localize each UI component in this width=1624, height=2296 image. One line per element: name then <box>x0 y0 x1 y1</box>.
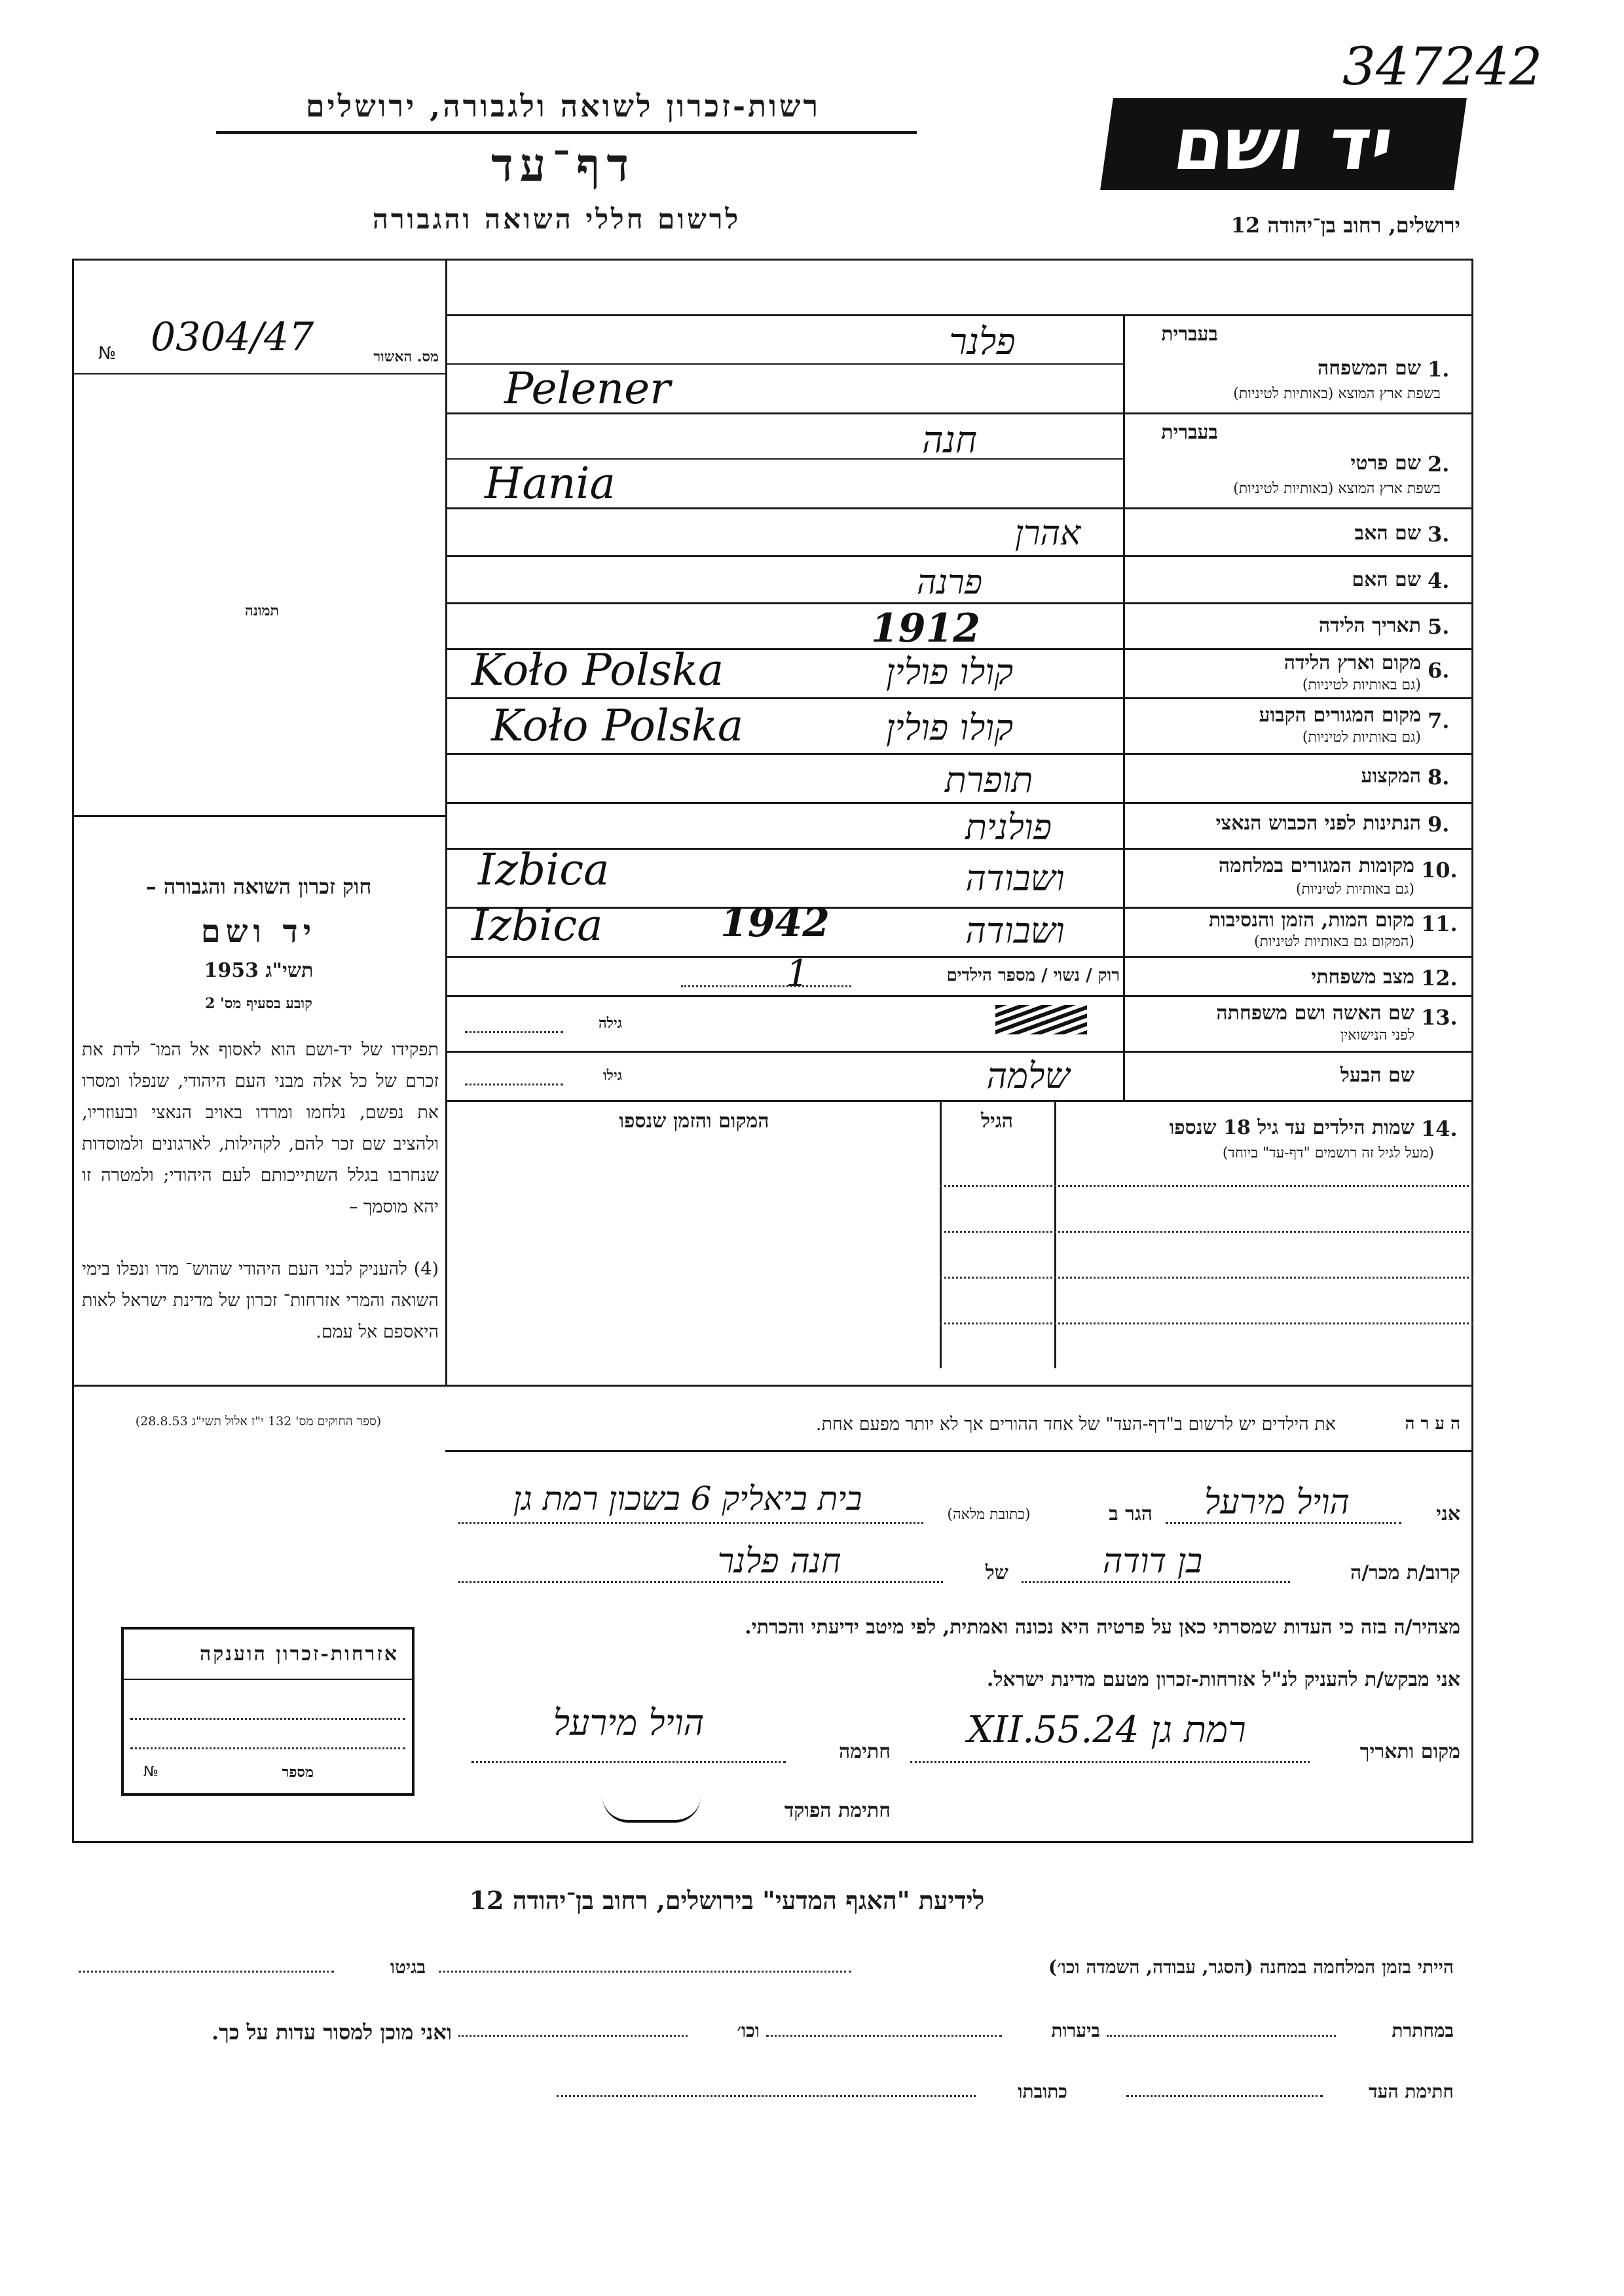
f4-label: שם האם <box>1352 568 1421 591</box>
row-line-3 <box>445 555 1473 557</box>
f1-value-latin: Pelener <box>504 363 671 414</box>
f13-age-label: גילה <box>599 1015 622 1032</box>
f2-number: 2. <box>1428 452 1450 477</box>
certificate-no-label: № <box>143 1764 158 1780</box>
f13-age-line <box>465 1031 563 1033</box>
f1-hebrew-label: בעברית <box>1161 323 1218 346</box>
footer-address-label: כתובתו <box>1018 2081 1067 2102</box>
footer-ghetto-fill <box>79 1971 334 1973</box>
f12-label: מצב משפחתי <box>1311 966 1414 989</box>
certificate-line-1 <box>130 1718 405 1720</box>
f10-number: 10. <box>1421 858 1458 883</box>
f12-number: 12. <box>1421 966 1458 991</box>
footer-address-fill <box>557 2095 976 2097</box>
row-line-7 <box>445 753 1473 755</box>
decl-of-label: של <box>985 1561 1008 1584</box>
logo-text: יד ושם <box>1168 102 1399 186</box>
f7-sub: (גם באותיות לטיניות) <box>1302 729 1421 746</box>
children-row-line-2 <box>940 1231 1473 1233</box>
frame-top <box>72 259 1473 261</box>
footer-partisans: ביערות <box>1051 2020 1100 2041</box>
note-label: ה ע ר ה <box>1405 1414 1460 1434</box>
f2-value-hebrew: חנה <box>921 419 978 462</box>
decl-relation-value: בן דודה <box>1102 1542 1203 1581</box>
decl-i-value: הויל מירעל <box>1204 1483 1350 1522</box>
f7-label: מקום המגורים הקבוע <box>1259 704 1421 727</box>
children-row-line-3 <box>940 1277 1473 1279</box>
row-line-8 <box>445 802 1473 804</box>
archive-number: 347242 <box>1342 36 1543 97</box>
frame-left <box>72 259 74 1843</box>
row-line-6 <box>445 697 1473 699</box>
f6-number: 6. <box>1428 658 1450 683</box>
f1-number: 1. <box>1428 357 1450 382</box>
f5-number: 5. <box>1428 614 1450 639</box>
approval-number: 0304/47 <box>151 314 314 360</box>
footer-etc: וכו׳ <box>737 2020 760 2041</box>
form-subtitle: לרשום חללי השואה והגבורה <box>372 203 741 235</box>
children-number: 14. <box>1421 1116 1458 1141</box>
f11-label: מקום המות, הזמן והנסיבות <box>1208 909 1414 932</box>
husband-age-label: גילו <box>603 1067 622 1084</box>
row-line-13 <box>445 1051 1473 1053</box>
children-place-col: המקום והזמן שנספו <box>619 1110 769 1133</box>
law-section-bottom <box>72 1385 445 1387</box>
frame-bottom <box>72 1841 1473 1843</box>
label-column-divider <box>1123 314 1125 1100</box>
certificate-line-2 <box>130 1747 405 1749</box>
f1-value-hebrew: פלנר <box>949 321 1016 363</box>
note-bottom <box>445 1450 1473 1452</box>
decl-relative-label: קרוב/ת מכר/ה <box>1350 1561 1460 1584</box>
f2-value-latin: Hania <box>485 458 616 509</box>
certificate-number-label: מספר <box>282 1764 314 1781</box>
f11-value-latin: Izbica <box>471 900 603 951</box>
decl-request: אני מבקש/ת להעניק לנ"ל אזרחות-זכרון מטעם מדינת ישראל. <box>986 1668 1460 1691</box>
husband-age-line <box>465 1084 563 1085</box>
footer-line2-end: ואני מוכן למסור עדות על כך. <box>211 2020 452 2045</box>
row-line-12 <box>445 995 1473 997</box>
decl-place-date-value: רמת גן 24.XII.55 <box>967 1709 1246 1751</box>
f12-value: 1 <box>786 953 809 995</box>
decl-place-date-line <box>910 1761 1310 1763</box>
f10-value-latin: Izbica <box>478 845 610 895</box>
children-row-line-1 <box>940 1185 1473 1187</box>
children-heading-sub: (מעל לגיל זה רושמים "דף-עד" ביוחד) <box>1222 1145 1434 1161</box>
approval-no-label: № <box>98 344 117 363</box>
f4-number: 4. <box>1428 568 1450 593</box>
decl-signature-label: חתימה <box>839 1740 891 1763</box>
footer-underground-fill <box>1107 2035 1336 2037</box>
f9-value: פולנית <box>965 807 1052 848</box>
decl-address-line <box>458 1522 923 1524</box>
f3-number: 3. <box>1428 522 1450 547</box>
decl-i-line <box>1166 1522 1401 1524</box>
children-age-col: הגיל <box>980 1110 1014 1133</box>
decl-statement: מצהיר/ה בזה כי העדות שמסרתי כאן על פרטיה היא נכונה ואמתית, לפי מיטב ידיעתי והכרתי. <box>745 1616 1460 1639</box>
f6-value-latin: Koło Polska <box>471 645 724 695</box>
form-title: דף־עד <box>490 137 635 192</box>
children-heading: שמות הילדים עד גיל 18 שנספו <box>1169 1116 1414 1139</box>
f1-label: שם המשפחה <box>1317 357 1421 380</box>
f10-value-hebrew: ושבודה <box>965 858 1065 899</box>
decl-place-date-label: מקום ותאריך <box>1359 1740 1460 1763</box>
footer-partisans-fill <box>766 2035 1002 2037</box>
f2-hebrew-label: בעברית <box>1161 421 1218 444</box>
f13-label: שם האשה ושם משפחתה <box>1216 1002 1414 1025</box>
law-clause: קובע בסעיף מס' 2 <box>205 995 312 1012</box>
f6-value-hebrew: קולו פולין <box>885 651 1014 693</box>
row-line-11 <box>445 956 1473 958</box>
footer-camp-line: הייתי בזמן המלחמה במחנה (הסגר, עבודה, השמדה וכו׳) <box>1048 1956 1454 1978</box>
footer-ghetto-label: בגיטו <box>390 1956 426 1978</box>
f11-number: 11. <box>1421 911 1458 936</box>
row-line-4 <box>445 602 1473 604</box>
certificate-title: אזרחות-זכרון הוענקה <box>199 1643 399 1666</box>
husband-label: שם הבעל <box>1340 1064 1414 1087</box>
decl-i-label: אני <box>1436 1503 1460 1525</box>
f2-sub: בשפת ארץ המוצא (באותיות לטיניות) <box>1233 481 1441 497</box>
f7-value-hebrew: קולו פולין <box>885 707 1014 748</box>
f13-sub: לפני הנישואין <box>1340 1027 1414 1044</box>
certificate-title-line <box>124 1679 412 1680</box>
left-column-divider <box>445 259 447 1385</box>
decl-signature-value: הויל מירעל <box>553 1702 705 1743</box>
decl-relation-line <box>1022 1581 1290 1583</box>
footer-underground: במחתרת <box>1392 2020 1454 2041</box>
f13-crossed-out-icon <box>995 1005 1087 1034</box>
f11-sub: (המקום גם באותיות לטיניות) <box>1254 934 1414 950</box>
row-line-husband <box>445 1100 1473 1102</box>
f3-label: שם האב <box>1354 522 1421 545</box>
f13-number: 13. <box>1421 1005 1458 1030</box>
f2-label: שם פרטי <box>1350 452 1421 475</box>
authority-underline <box>216 131 917 134</box>
authority-title: רשות-זכרון לשואה ולגבורה, ירושלים <box>305 88 821 124</box>
f3-value: אהרן <box>1014 514 1081 553</box>
top-row-line <box>445 314 1473 316</box>
f12-value-line <box>681 985 851 987</box>
children-col-divider-2 <box>1054 1100 1056 1368</box>
f9-label: הנתינות לפני הכבוש הנאצי <box>1215 812 1421 835</box>
footer-notice: לידיעת "האגף המדעי" בירושלים, רחוב בן־יהודה 12 <box>469 1886 985 1915</box>
photo-label: תמונה <box>245 602 279 619</box>
children-row-line-4 <box>940 1322 1473 1324</box>
decl-of-line <box>458 1581 943 1583</box>
photo-box-bottom <box>72 815 445 817</box>
yad-vashem-logo <box>1100 98 1467 190</box>
approval-label: מס. האשור <box>373 348 439 365</box>
f7-value-latin: Koło Polska <box>491 701 744 751</box>
footer-witness-label: חתימת העד <box>1369 2081 1454 2102</box>
note-text: את הילדים יש לרשום ב"דף-העד" של אחד ההורים אך לא יותר מפעם אחת. <box>815 1414 1336 1434</box>
decl-address-value: בית ביאליק 6 בשכון רמת גן <box>513 1480 862 1518</box>
f7-number: 7. <box>1428 708 1450 733</box>
decl-address-hint: (כתובת מלאה) <box>947 1506 1031 1523</box>
f10-label: מקומות המגורים במלחמה <box>1218 854 1414 877</box>
f5-value: 1912 <box>871 606 980 651</box>
officer-signature-mark <box>602 1781 701 1823</box>
f8-value: תופרת <box>944 759 1033 801</box>
f11-year: 1942 <box>720 900 830 946</box>
f8-label: המקצוע <box>1361 765 1421 788</box>
approval-line <box>72 373 445 374</box>
f12-options: רוק / נשוי / מספר הילדים <box>946 966 1120 985</box>
f11-value-hebrew: ושבודה <box>965 910 1065 951</box>
f10-sub: (גם באותיות לטיניות) <box>1295 881 1414 898</box>
f5-label: תאריך הלידה <box>1318 614 1421 637</box>
law-source: (ספר החוקים מס' 132 י"ז אלול תשי"ג 28.8.53) <box>135 1414 382 1429</box>
footer-witness-fill <box>1126 2095 1323 2097</box>
decl-signature-line <box>471 1761 786 1763</box>
f4-value: פרנה <box>916 563 983 602</box>
footer-etc-fill <box>458 2035 688 2037</box>
footer-camp-fill <box>439 1971 851 1973</box>
children-col-divider-1 <box>940 1100 942 1368</box>
decl-officer-label: חתימת הפוקד <box>784 1799 891 1822</box>
yad-vashem-address: ירושלים, רחוב בן־יהודה 12 <box>1230 213 1460 238</box>
f6-sub: (גם באותיות לטיניות) <box>1302 677 1421 693</box>
husband-value: שלמה <box>986 1055 1070 1097</box>
law-paragraph: תפקידו של יד-ושם הוא לאסוף אל המו־ לדת את זכרם של כל אלה מבני העם היהודי, שנפלו ומסרו את נפשם, נלחמו ומרדו באויב הנאצי ובעוזריו, ולהציב שם זכר להם, לקהילות, לארגונים ולמוסדות שנחרבו בגלל השתייכותם לעם היהודי; ולמטרה זו יהא מוסמך – <box>82 1040 439 1217</box>
f6-label: מקום וארץ הלידה <box>1283 651 1421 674</box>
f1-sub: בשפת ארץ המוצא (באותיות לטיניות) <box>1233 386 1441 402</box>
decl-residing-label: הגר ב <box>1109 1503 1153 1525</box>
law-title: חוק זכרון השואה והגבורה – <box>145 874 372 899</box>
law-year: תשי"ג 1953 <box>204 959 314 982</box>
children-table-bottom <box>445 1385 1473 1387</box>
decl-of-value: חנה פלנר <box>717 1542 841 1581</box>
certificate-box <box>121 1627 415 1796</box>
law-name: יד ושם <box>200 913 317 950</box>
f8-number: 8. <box>1428 765 1450 790</box>
f9-number: 9. <box>1428 812 1450 837</box>
law-sub-paragraph: (4) להעניק לבני העם היהודי שהוש־ מדו ונפלו בימי השואה והמרי אזרחות־ זכרון של מדינת ישראל לאות היאספם אל עמם. <box>82 1259 439 1342</box>
